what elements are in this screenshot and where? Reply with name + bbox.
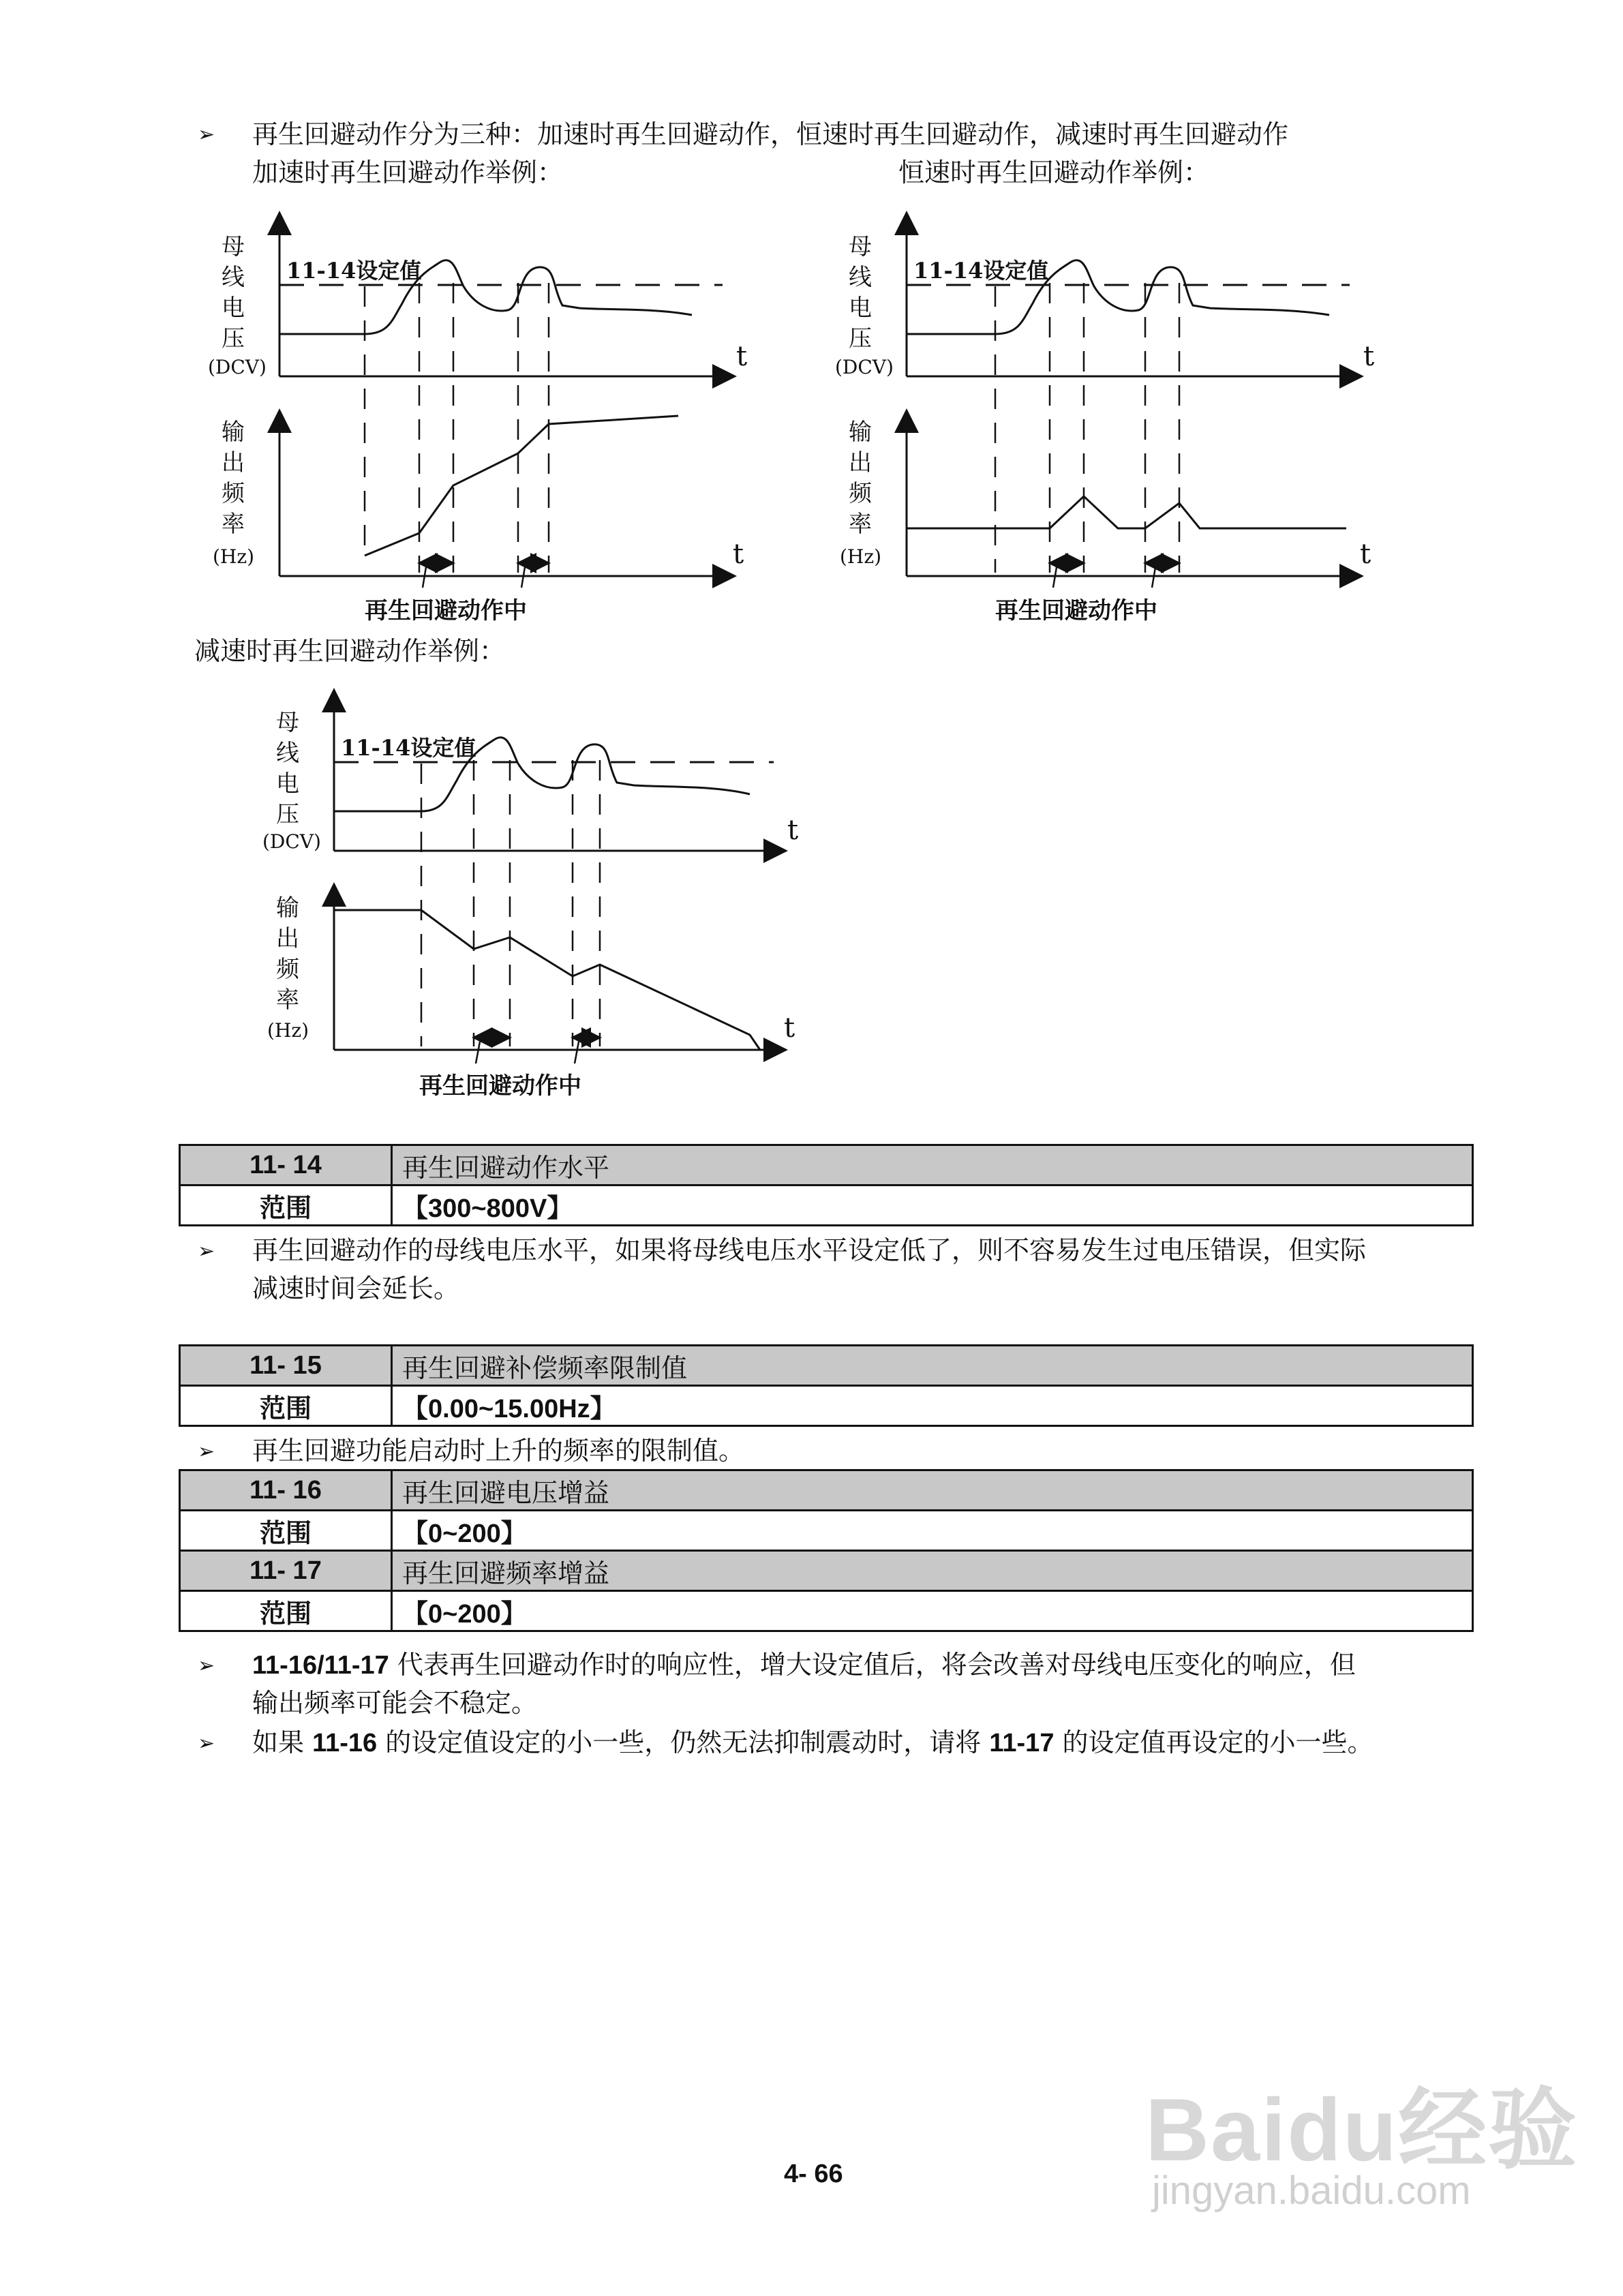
note-11-16-17-line1 xyxy=(252,1646,1356,1685)
param-header-row xyxy=(180,1470,1473,1511)
axis-char: 线 xyxy=(849,264,872,291)
decel-t-label-voltage: t xyxy=(787,815,799,846)
note-11-16-17-line2: 输出频率可能会不稳定。 xyxy=(252,1688,538,1718)
bullet-marker: ➢ xyxy=(198,1654,215,1678)
note-11-14-line2: 减速时间会延长。 xyxy=(252,1273,460,1303)
range-label: 范围 xyxy=(180,1185,392,1226)
param-name: 再生回避频率增益 xyxy=(392,1551,1473,1591)
range-value: 【0~200】 xyxy=(392,1591,1473,1631)
param-ref: 11-17 xyxy=(989,1729,1055,1757)
axis-char: 电 xyxy=(222,294,245,322)
param-table-11-14 xyxy=(179,1144,1474,1226)
param-code: 11- 16 xyxy=(180,1470,392,1511)
bullet-marker: ➢ xyxy=(198,1239,215,1263)
axis-char: 母 xyxy=(276,709,299,736)
decel-setpoint-label: 11-14设定值 xyxy=(341,735,476,761)
param-ref: 11-16/11-17 xyxy=(252,1651,389,1680)
note-text: 如果 xyxy=(252,1727,313,1757)
range-label: 范围 xyxy=(180,1591,392,1631)
const-voltage-unit: (DCV) xyxy=(835,356,894,378)
note-text: 代表再生回避动作时的响应性，增大设定值后，将会改善对母线电压变化的响应，但 xyxy=(389,1650,1356,1680)
accel-freq-unit: (Hz) xyxy=(213,545,255,568)
param-table-11-15 xyxy=(179,1344,1474,1427)
accel-t-label-voltage: t xyxy=(736,341,748,372)
baidu-watermark-logo: Baidu经验 xyxy=(1145,2080,1579,2179)
decel-voltage-unit: (DCV) xyxy=(262,830,321,853)
axis-char: 率 xyxy=(849,511,872,538)
const-example-title: 恒速时再生回避动作举例： xyxy=(898,157,1210,187)
accel-setpoint-label: 11-14设定值 xyxy=(286,258,422,284)
note-11-15: 再生回避功能启动时上升的频率的限制值。 xyxy=(252,1436,745,1466)
note-vibration xyxy=(252,1723,1374,1762)
bullet-marker: ➢ xyxy=(198,1732,215,1755)
range-value: 【300~800V】 xyxy=(392,1185,1473,1226)
decel-t-label-freq: t xyxy=(784,1012,795,1044)
decel-active-label: 再生回避动作中 xyxy=(419,1072,581,1100)
range-label: 范围 xyxy=(180,1386,392,1426)
const-t-label-voltage: t xyxy=(1363,341,1375,372)
page-number: 4- 66 xyxy=(784,2160,843,2188)
axis-char: 输 xyxy=(222,419,245,446)
decel-freq-axis-label xyxy=(267,893,308,1016)
axis-char: 出 xyxy=(849,449,872,477)
axis-char: 线 xyxy=(222,264,245,291)
note-11-14-line1: 再生回避动作的母线电压水平，如果将母线电压水平设定低了，则不容易发生过电压错误，但实际 xyxy=(252,1235,1367,1265)
param-header-row xyxy=(180,1145,1473,1185)
range-label: 范围 xyxy=(180,1511,392,1551)
axis-char: 电 xyxy=(276,770,299,798)
axis-char: 出 xyxy=(222,449,245,477)
axis-char: 压 xyxy=(849,325,872,352)
accel-voltage-unit: (DCV) xyxy=(208,356,267,378)
const-active-label: 再生回避动作中 xyxy=(995,597,1157,624)
bullet-marker: ➢ xyxy=(198,1440,215,1464)
axis-char: 输 xyxy=(849,419,872,446)
axis-char: 电 xyxy=(849,294,872,322)
axis-char: 率 xyxy=(276,986,299,1014)
accel-active-label: 再生回避动作中 xyxy=(365,597,527,624)
param-name: 再生回避动作水平 xyxy=(392,1145,1473,1185)
param-header-row xyxy=(180,1551,1473,1591)
axis-char: 线 xyxy=(276,740,299,767)
range-value: 【0~200】 xyxy=(392,1511,1473,1551)
param-name: 再生回避电压增益 xyxy=(392,1470,1473,1511)
param-header-row xyxy=(180,1346,1473,1386)
axis-char: 出 xyxy=(276,925,299,952)
accel-t-label-freq: t xyxy=(733,539,744,570)
note-text: 的设定值设定的小一些，仍然无法抑制震动时，请将 xyxy=(377,1727,990,1757)
accel-freq-axis-label xyxy=(213,417,254,540)
const-freq-unit: (Hz) xyxy=(840,545,882,568)
range-value: 【0.00~15.00Hz】 xyxy=(392,1386,1473,1426)
param-code: 11- 17 xyxy=(180,1551,392,1591)
axis-char: 压 xyxy=(276,801,299,828)
decel-voltage-axis-label xyxy=(267,708,308,830)
decel-example-title: 减速时再生回避动作举例： xyxy=(194,636,506,666)
note-text: 的设定值再设定的小一些。 xyxy=(1054,1727,1374,1757)
const-freq-axis-label xyxy=(840,417,881,540)
axis-char: 频 xyxy=(276,956,299,983)
decel-freq-unit: (Hz) xyxy=(267,1019,309,1042)
accel-voltage-axis-label xyxy=(213,232,254,354)
param-range-row xyxy=(180,1511,1473,1551)
axis-char: 率 xyxy=(222,511,245,538)
param-range-row xyxy=(180,1591,1473,1631)
axis-char: 母 xyxy=(222,233,245,260)
axis-char: 压 xyxy=(222,325,245,352)
axis-char: 频 xyxy=(849,480,872,507)
param-code: 11- 15 xyxy=(180,1346,392,1386)
intro-line: 再生回避动作分为三种：加速时再生回避动作，恒速时再生回避动作，减速时再生回避动作 xyxy=(252,119,1289,149)
const-t-label-freq: t xyxy=(1360,539,1371,570)
accel-example-title: 加速时再生回避动作举例： xyxy=(252,157,564,187)
axis-char: 母 xyxy=(849,233,872,260)
param-code: 11- 14 xyxy=(180,1145,392,1185)
param-table-11-16-17 xyxy=(179,1469,1474,1632)
param-ref: 11-16 xyxy=(312,1729,378,1757)
param-range-row xyxy=(180,1185,1473,1226)
param-range-row xyxy=(180,1386,1473,1426)
axis-char: 输 xyxy=(276,894,299,922)
const-voltage-axis-label xyxy=(840,232,881,354)
param-name: 再生回避补偿频率限制值 xyxy=(392,1346,1473,1386)
bullet-marker: ➢ xyxy=(198,123,215,147)
const-setpoint-label: 11-14设定值 xyxy=(913,258,1049,284)
baidu-watermark-url: jingyan.baidu.com xyxy=(1152,2169,1471,2213)
axis-char: 频 xyxy=(222,480,245,507)
